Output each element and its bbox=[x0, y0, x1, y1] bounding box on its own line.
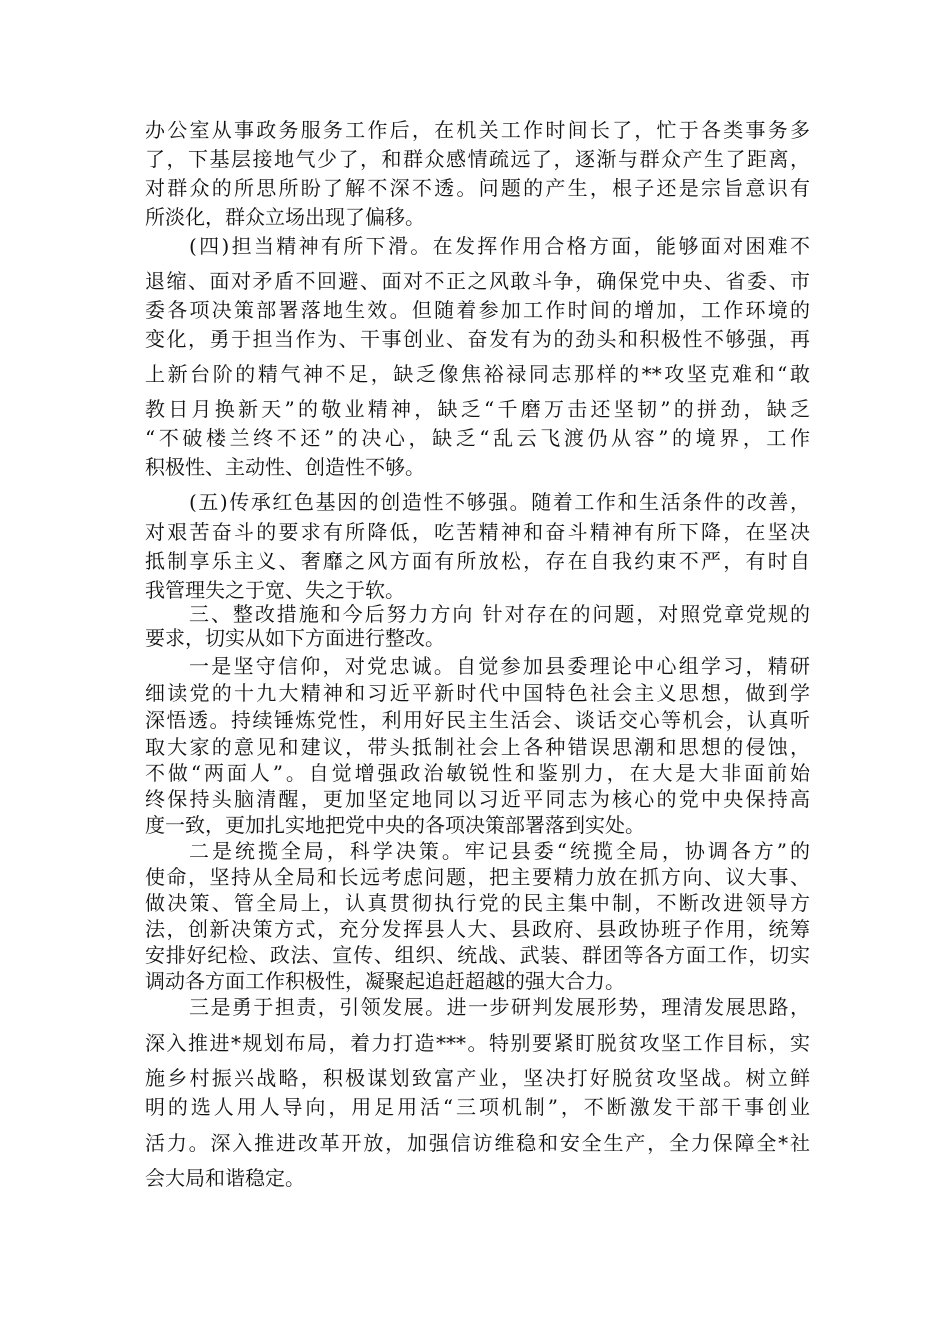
text-line: 二是统揽全局，科学决策。牢记县委“统揽全局，协调各方”的 bbox=[189, 839, 810, 863]
text-line: 我管理失之于宽、失之于软。 bbox=[145, 578, 405, 602]
text-line: 了，下基层接地气少了，和群众感情疏远了，逐渐与群众产生了距离， bbox=[145, 147, 810, 171]
text-line: 细读党的十九大精神和习近平新时代中国特色社会主义思想，做到学 bbox=[145, 681, 810, 705]
text-line: 要求，切实从如下方面进行整改。 bbox=[145, 626, 445, 650]
text-line: 积极性、主动性、创造性不够。 bbox=[145, 455, 425, 479]
text-line: 深悟透。持续锤炼党性，利用好民主生活会、谈话交心等机会，认真听 bbox=[145, 708, 810, 732]
text-line: 施乡村振兴战略，积极谋划致富产业，坚决打好脱贫攻坚战。树立鲜 bbox=[145, 1066, 810, 1090]
text-line: 对艰苦奋斗的要求有所降低，吃苦精神和奋斗精神有所下降，在坚决 bbox=[145, 520, 810, 544]
text-line: 所淡化，群众立场出现了偏移。 bbox=[145, 205, 425, 229]
text-line: 三、整改措施和今后努力方向 针对存在的问题，对照党章党规的 bbox=[189, 602, 810, 626]
text-line: 三是勇于担责，引领发展。进一步研判发展形势，理清发展思路， bbox=[189, 995, 810, 1019]
text-line: 终保持头脑清醒，更加坚定地同以习近平同志为核心的党中央保持高 bbox=[145, 787, 810, 811]
text-line: 教日月换新天”的敬业精神，缺乏“千磨万击还坚韧”的拼劲，缺乏 bbox=[145, 397, 810, 421]
text-line: 退缩、面对矛盾不回避、面对不正之风敢斗争，确保党中央、省委、市 bbox=[145, 269, 810, 293]
text-line: 安排好纪检、政法、宣传、组织、统战、武装、群团等各方面工作，切实 bbox=[145, 943, 810, 967]
text-line: 会大局和谐稳定。 bbox=[145, 1166, 305, 1190]
text-line: 度一致，更加扎实地把党中央的各项决策部署落到实处。 bbox=[145, 813, 645, 837]
text-line: 委各项决策部署落地生效。但随着参加工作时间的增加，工作环境的 bbox=[145, 298, 810, 322]
text-line: 上新台阶的精气神不足，缺乏像焦裕禄同志那样的**攻坚克难和“敢 bbox=[145, 362, 810, 386]
text-line: 活力。深入推进改革开放，加强信访维稳和安全生产，全力保障全*社 bbox=[145, 1131, 810, 1155]
text-line: 不做“两面人”。自觉增强政治敏锐性和鉴别力，在大是大非面前始 bbox=[145, 761, 810, 785]
text-line: 深入推进*规划布局，着力打造***。特别要紧盯脱贫攻坚工作目标，实 bbox=[145, 1031, 810, 1055]
text-line: 抵制享乐主义、奢靡之风方面有所放松，存在自我约束不严，有时自 bbox=[145, 549, 810, 573]
text-line: 法，创新决策方式，充分发挥县人大、县政府、县政协班子作用，统筹 bbox=[145, 917, 810, 941]
text-line: 做决策、管全局上，认真贯彻执行党的民主集中制，不断改进领导方 bbox=[145, 891, 810, 915]
text-line: 明的选人用人导向，用足用活“三项机制”，不断激发干部干事创业 bbox=[145, 1095, 810, 1119]
text-line: (四)担当精神有所下滑。在发挥作用合格方面，能够面对困难不 bbox=[189, 234, 810, 258]
text-line: (五)传承红色基因的创造性不够强。随着工作和生活条件的改善， bbox=[189, 490, 810, 514]
text-line: 调动各方面工作积极性，凝聚起追赶超越的强大合力。 bbox=[145, 969, 625, 993]
text-line: “不破楼兰终不还”的决心，缺乏“乱云飞渡仍从容”的境界，工作 bbox=[145, 426, 810, 450]
text-line: 办公室从事政务服务工作后，在机关工作时间长了，忙于各类事务多 bbox=[145, 118, 810, 142]
text-line: 变化，勇于担当作为、干事创业、奋发有为的劲头和积极性不够强，再 bbox=[145, 327, 810, 351]
text-line: 使命，坚持从全局和长远考虑问题，把主要精力放在抓方向、议大事、 bbox=[145, 865, 810, 889]
text-line: 一是坚守信仰，对党忠诚。自觉参加县委理论中心组学习，精研 bbox=[189, 654, 810, 678]
text-line: 对群众的所思所盼了解不深不透。问题的产生，根子还是宗旨意识有 bbox=[145, 176, 810, 200]
text-line: 取大家的意见和建议，带头抵制社会上各种错误思潮和思想的侵蚀， bbox=[145, 735, 810, 759]
